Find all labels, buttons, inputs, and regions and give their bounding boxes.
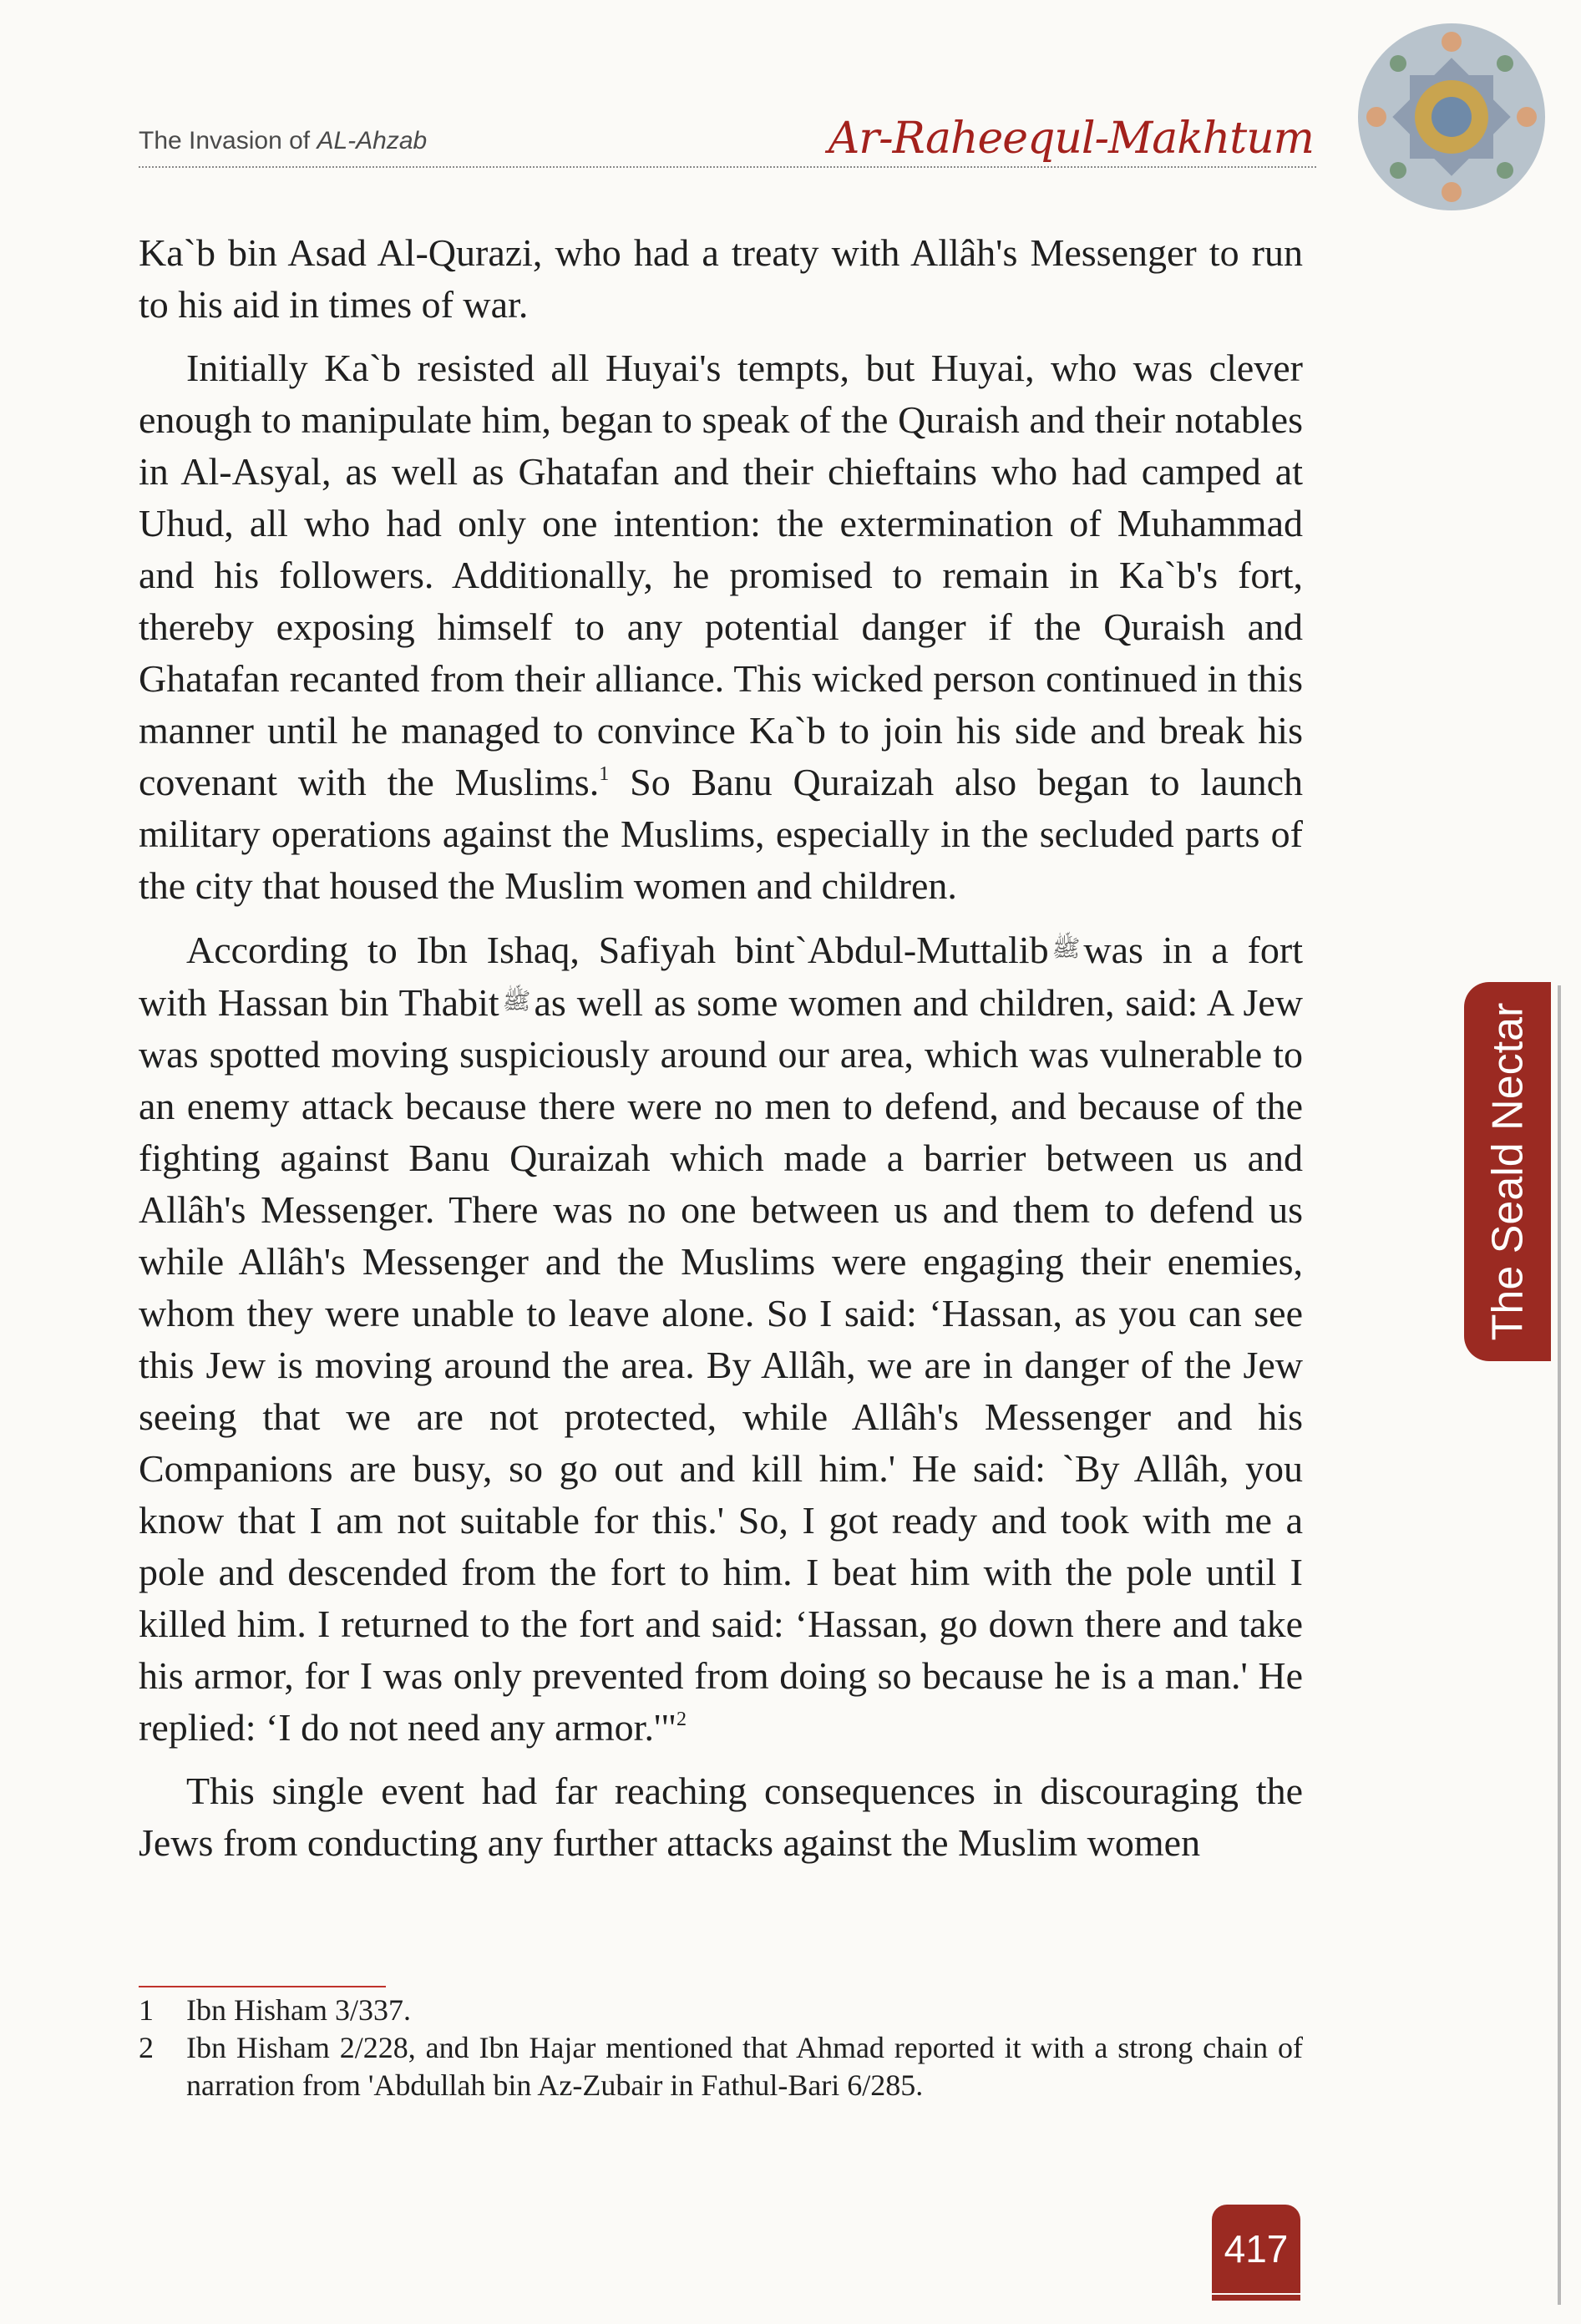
footnote-2 [139,2029,1303,2104]
honorific-icon: ﷺ [1051,936,1081,962]
side-tab [1464,982,1551,1361]
paragraph-1: Ka`b bin Asad Al-Qurazi, who had a treaty with Allâh's Messenger to run to his aid in times of war. [139,231,1303,326]
footnote-number: 1 [139,1993,154,2027]
paragraph-2-rest: So Banu Quraizah also began to launch military operations against the Muslims, especially in the secluded parts of the city that housed the Muslim women and children. [139,761,1303,907]
paragraph-3-part-a: According to Ibn Ishaq, Safiyah bint`Abdul-Muttalib [186,929,1049,971]
main-text [139,227,1303,1881]
header-dotted-rule [139,166,1316,168]
paragraph-2 [139,342,1303,912]
page-number: 417 [1212,2205,1300,2293]
chapter-prefix: The Invasion of [139,127,317,154]
paragraph-3-part-b: was in a fort with Hassan bin Thabit [139,929,1303,1024]
paragraph-3 [139,924,1303,1754]
footnote-ref-2[interactable]: 2 [676,1709,687,1730]
paragraph-2-text: Initially Ka`b resisted all Huyai's tempts, but Huyai, who was clever enough to manipulate him, began to speak of the Quraish and their notables in Al-Asyal, as well as Ghatafan and their chieftains who had camped at Uhud, all who had only one intention: the extermination of Muhammad and his followers. Additionally, he promised to remain in Ka`b's fort, thereby exposing himself to any potential danger if the Quraish and Ghatafan recanted from their alliance. This wicked person continued in this manner until he managed to convince Ka`b to join his side and break his covenant with the Muslims. [139,347,1303,803]
side-tab-label: The Seald Nectar [1483,1002,1532,1341]
paragraph-4: This single event had far reaching consequences in discouraging the Jews from conducting any further attacks against the Muslim women [139,1770,1303,1864]
ornament-icon [1351,17,1552,217]
footnotes [139,1992,1303,2104]
chapter-name: AL-Ahzab [317,127,428,154]
footnote-rule [139,1986,386,1987]
footnote-1 [139,1992,1303,2029]
honorific-icon: ﷺ [502,989,531,1015]
paragraph-3-part-c: as well as some women and children, said: A Jew was spotted moving suspiciously around our area, which was vulnerable to an enemy attack because there were no men to defend, and because of the fighting against Banu Quraizah which made a barrier between us and Allâh's Messenger. There was no one between us and them to defend us while Allâh's Messenger and the Muslims were engaging their enemies, whom they were unable to leave alone. So I said: ‘Hassan, as you can see this Jew is moving around the area. By Allâh, we are in danger of the Jew seeing that we are not protected, while Allâh's Messenger and his Companions are busy, so go out and kill him.' He said: `By Allâh, you know that I am not suitable for this.' So, I got ready and took with me a pole and descended from the fort to him. I beat him with the pole until I killed him. I returned to the fort and said: ‘Hassan, go down there and take his armor, for I was only prevented from doing so because he is a man.' He replied: ‘I do not need any armor.'" [139,981,1303,1749]
footnote-text: Ibn Hisham 3/337. [186,1993,411,2027]
footnote-number: 2 [139,2031,154,2064]
page-number-bar [1212,2295,1300,2301]
page-edge-line [1558,985,1561,2305]
chapter-title [139,127,427,155]
footnote-text: Ibn Hisham 2/228, and Ibn Hajar mentioned that Ahmad reported it with a strong chain of narration from 'Abdullah bin Az-Zubair in Fathul-Bari 6/285. [186,2031,1303,2102]
footnote-ref-1[interactable]: 1 [599,763,610,785]
book-title: Ar-Raheequl-Makhtum [828,114,1314,164]
